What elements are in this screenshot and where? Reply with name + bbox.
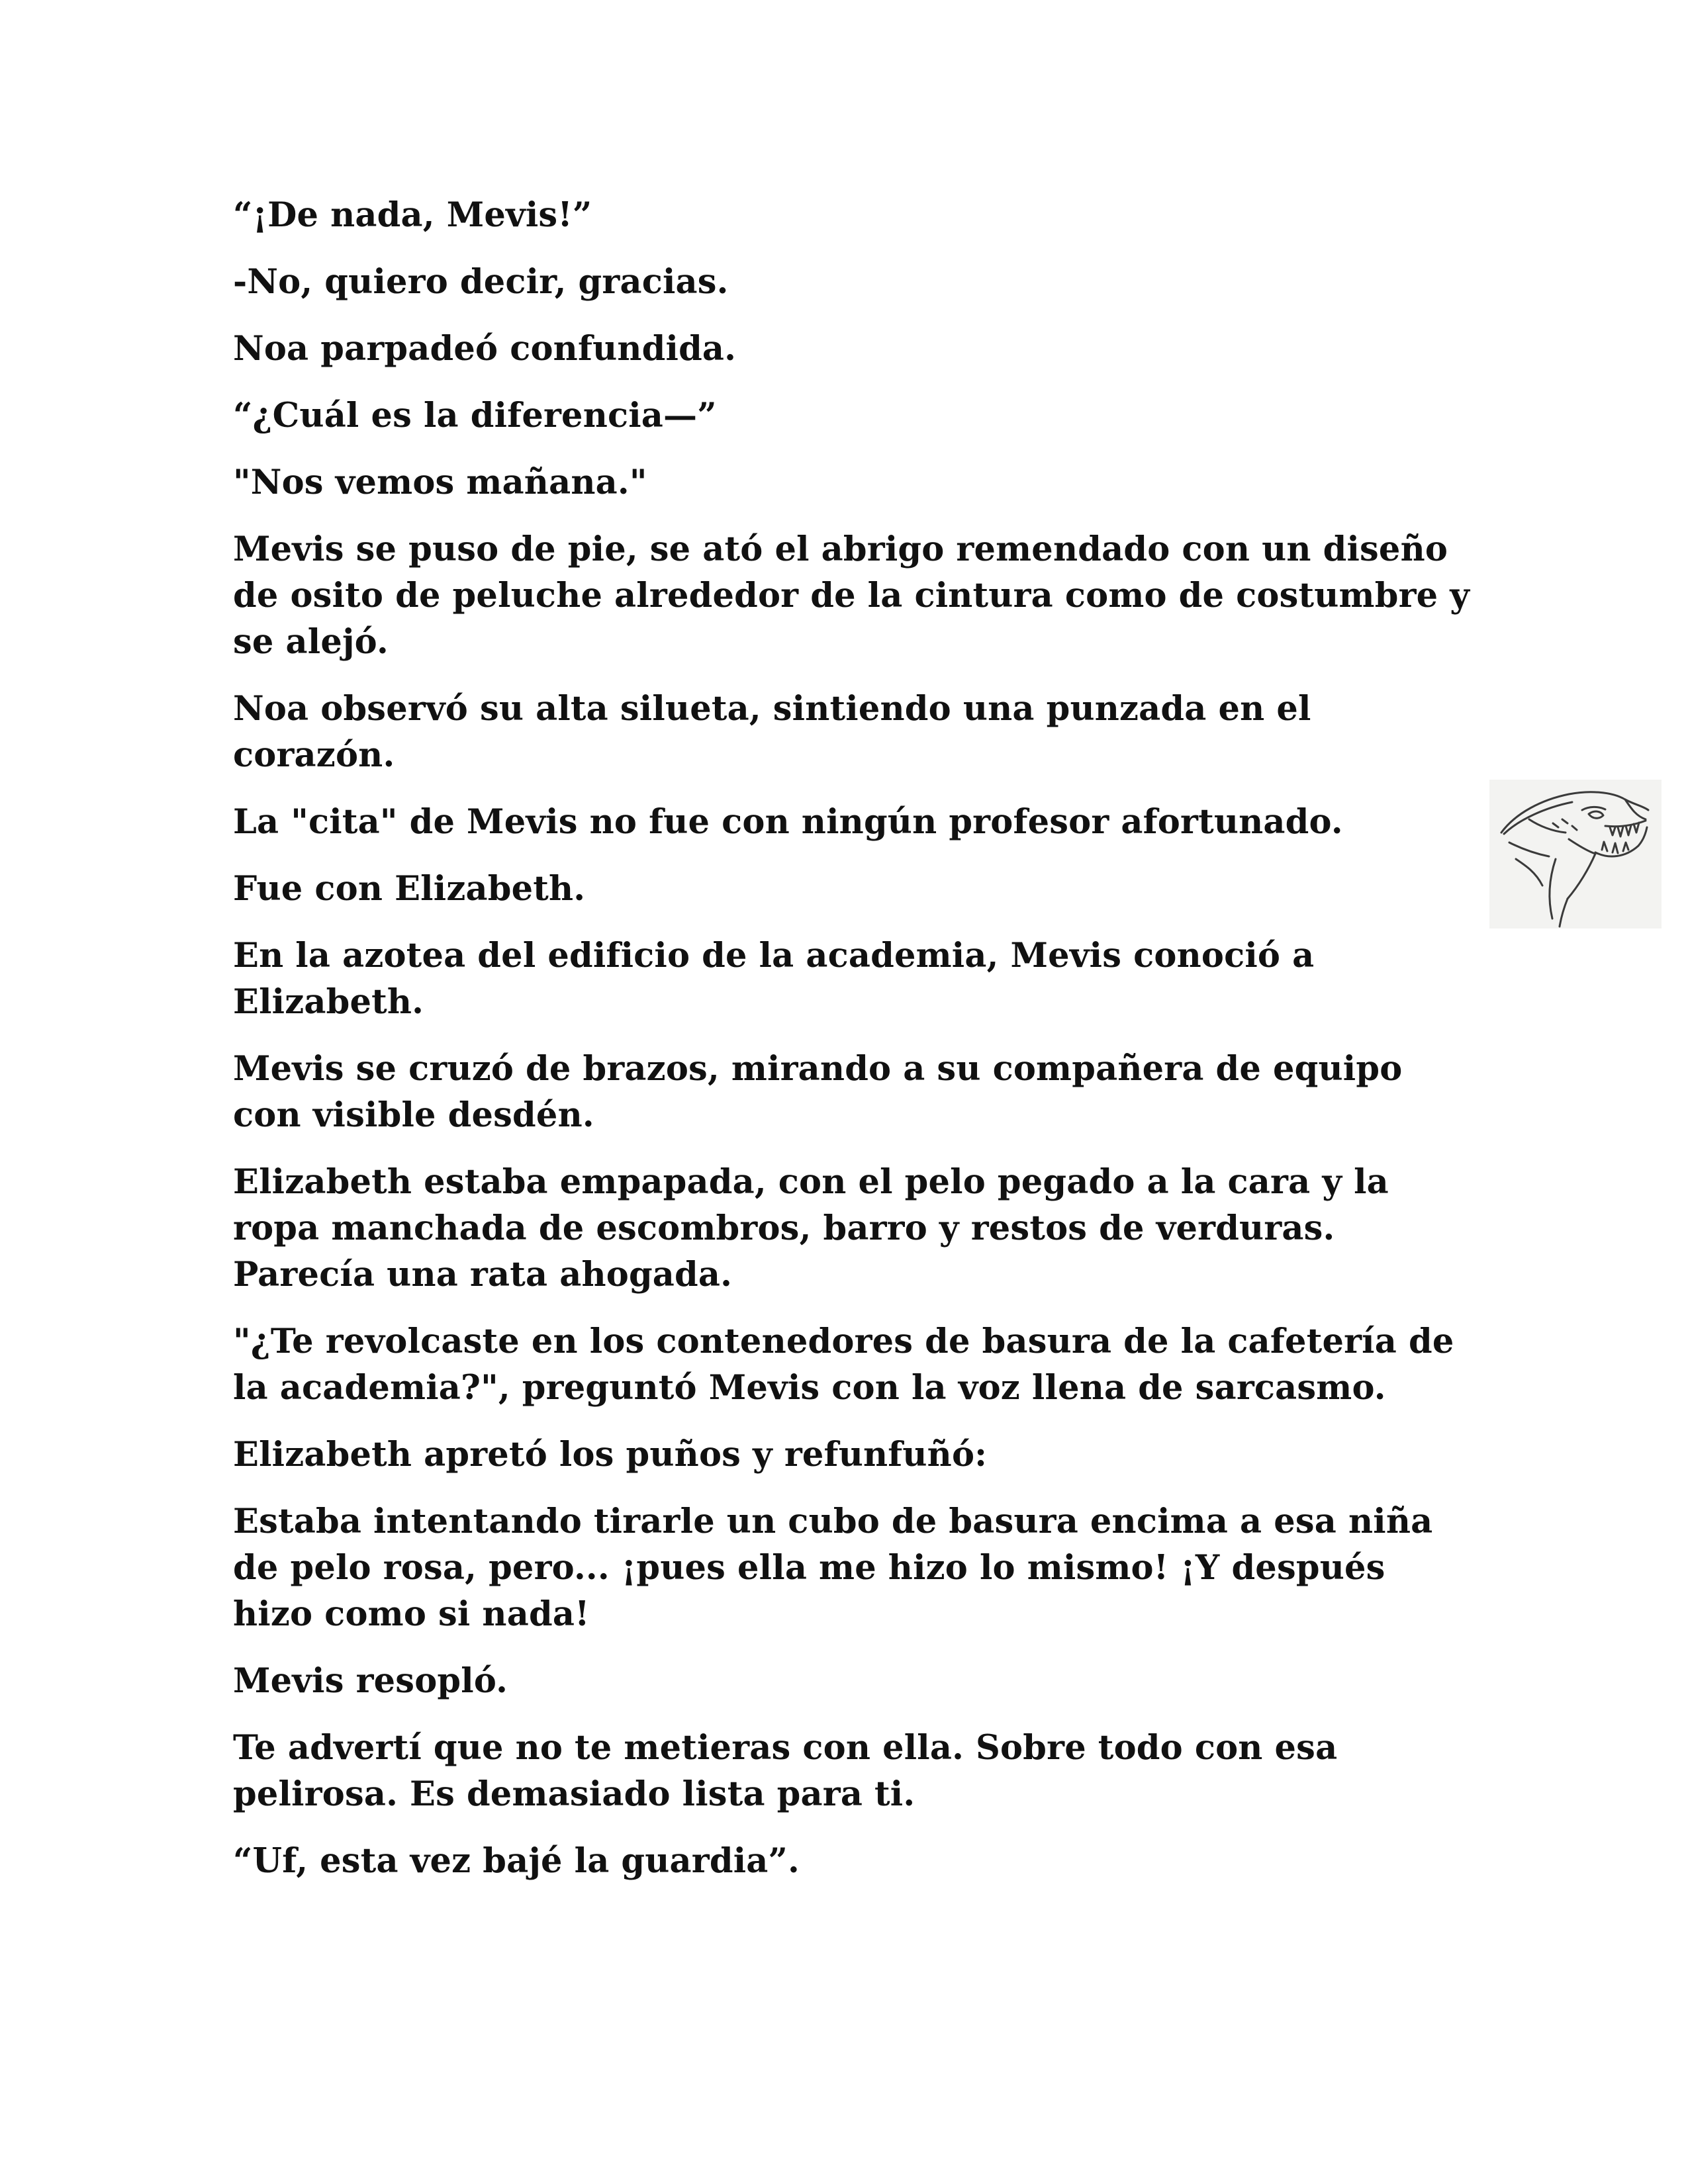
dinosaur-sketch-icon bbox=[1489, 780, 1662, 929]
story-text bbox=[233, 192, 1471, 1905]
paragraph: Noa observó su alta silueta, sintiendo una punzada en el corazón. bbox=[233, 689, 1311, 775]
paragraph: Fue con Elizabeth. bbox=[233, 869, 586, 909]
paragraph: Te advertí que no te metieras con ella. Sobre todo con esa pelirosa. Es demasiado lista para ti. bbox=[233, 1728, 1338, 1814]
paragraph: En la azotea del edificio de la academia, Mevis conoció a Elizabeth. bbox=[233, 936, 1315, 1022]
paragraph: Noa parpadeó confundida. bbox=[233, 329, 737, 369]
paragraph: Elizabeth estaba empapada, con el pelo pegado a la cara y la ropa manchada de escombros, barro y restos de verduras. Parecía una rata ahogada. bbox=[233, 1162, 1389, 1295]
paragraph: "Nos vemos mañana." bbox=[233, 463, 647, 502]
paragraph: Elizabeth apretó los puños y refunfuñó: bbox=[233, 1435, 988, 1475]
paragraph: “¡De nada, Mevis!” bbox=[233, 195, 592, 235]
paragraph: Mevis se puso de pie, se ató el abrigo remendado con un diseño de osito de peluche alrededor de la cintura como de costumbre y se alejó. bbox=[233, 529, 1470, 662]
paragraph: La "cita" de Mevis no fue con ningún profesor afortunado. bbox=[233, 802, 1343, 842]
paragraph: "¿Te revolcaste en los contenedores de basura de la cafetería de la academia?", preguntó Mevis con la voz llena de sarcasmo. bbox=[233, 1322, 1454, 1408]
paragraph: Mevis resopló. bbox=[233, 1661, 508, 1701]
paragraph: Estaba intentando tirarle un cubo de basura encima a esa niña de pelo rosa, pero... ¡pues ella me hizo lo mismo! ¡Y después hizo como si nada! bbox=[233, 1502, 1433, 1634]
paragraph: -No, quiero decir, gracias. bbox=[233, 262, 729, 302]
paragraph: “¿Cuál es la diferencia—” bbox=[233, 396, 717, 435]
paragraph: “Uf, esta vez bajé la guardia”. bbox=[233, 1841, 800, 1881]
paragraph: Mevis se cruzó de brazos, mirando a su compañera de equipo con visible desdén. bbox=[233, 1049, 1403, 1135]
